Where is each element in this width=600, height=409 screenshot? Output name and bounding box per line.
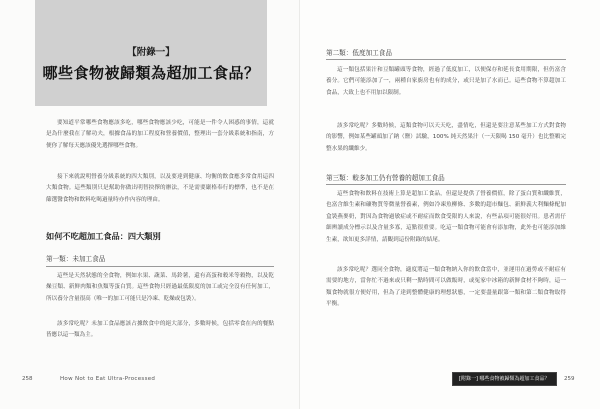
category-3-body: 這些食物和飲料在技術上算是超加工食品，但還是提供了營養價值，除了蛋白質和纖維質，也富含維生素和礦物質等微量營養素，例如冷凍魚柳條、多數的超市麵包、新鮮義大利麵條配加盒裝燕麥奶，對因為食物過敏症或不耐症而飲食受限的人來說，有些品項可能很好用。患者需仔細辨讀成分標示以及含量多寡，這點很重要。吃這一類食物可能會有添加物，此外也可能添加維生素，欲知更多詳情，請觀到這份附錄的結尾。 (326, 191, 566, 243)
left-page-number: 258 (22, 376, 33, 382)
intro-paragraph-2: 接下來就說明營養分級系統的四大類別，以及要達到健康、均衡的飲食應多常食用這四大類食物。這些類別只是幫助你做出明智抉擇的辦法，不是需要嚴格奉行的標準，也不是在篩選醫食物和飲料吃喝過量時亦作內容的理由。 (46, 174, 274, 203)
category-1-body: 這些是天然狀態的全食物，例如水果、蔬菜、馬鈴薯，還有高蛋和穀米等穀物，以及乾燥豆類、新鮮肉類和魚類等蛋白質。這些食物只經過最低限度的加工或完全沒有任何加工，所以養分含量很高（唯一的加工可能只是冷凍、乾燥或包裝）。 (46, 273, 274, 302)
appendix-banner (35, 0, 267, 106)
section-heading: 如何不吃超加工食品：四大類別 (46, 231, 161, 241)
right-page (300, 0, 600, 409)
category-2-question: 該多常吃呢？多數時候，這類食物可以天天吃，盡情吃，但還是要注意某些加工方式對食物的影響，例如某些罐頭加了鈉（鹽）試驗，100% 純天然果汁（一天限喝 150 毫升）也比整顆完整水果的纖維少。 (326, 123, 566, 152)
right-page-number: 259 (564, 376, 575, 382)
category-3-rule (326, 184, 566, 185)
category-2-title: 第二類：低度加工食品 (326, 49, 392, 57)
category-2-rule (326, 59, 566, 60)
category-1-title: 第一類：未加工食品 (46, 255, 106, 263)
running-title: How Not to Eat Ultra-Processed (60, 376, 156, 382)
running-section-tag: [附錄一] 哪些食物被歸類為超加工食品？ (452, 372, 557, 386)
appendix-title: 哪些食物被歸類為超加工食品？ (42, 64, 260, 82)
category-3-title: 第三類：較多加工仍有營養的超加工食品 (326, 174, 445, 182)
category-1-rule (46, 266, 274, 267)
appendix-tag: 【附錄一】 (127, 47, 175, 58)
intro-paragraph-1: 要知道平常哪些食物應該多吃，哪些食物應該少吃，可能是一件令人困惑的事情，這就是為什麼我在了解功夫，根據食品的加工程度和營養價值，整理出一套分級系統和指南，方便你了解每天應該優先選擇哪些食物。 (46, 120, 274, 149)
category-3-question: 該多常吃呢？選同全食物，適度將這一類食物納入你的飲食當中，並運用在過勞或不耐症有需要的地方，當你忙不過來或只剩一點時間可以做飯時，或冤家中冰箱的新鮮食材不夠時，這一類食物就很方便好用，但為了達到整體健康的理想狀態，一定要盡量跟第一類和第二類食物取得平衡。 (326, 267, 566, 308)
category-1-question: 該多常吃呢？未加工食品應該占據飲食中的絕大部分，多數時候，包括零食在內的餐點皆應以這一類為主。 (46, 321, 274, 339)
category-2-body: 這一類包括果汁和豆類罐頭等食物，經過了低度加工，以便保存和延長食用期限，但仍富含養分。它們可能添加了一，兩種自家廚房也有的成分，或只是加了水而已。這些食物不算超加工食品，大致上也不用加以限制。 (326, 67, 566, 96)
